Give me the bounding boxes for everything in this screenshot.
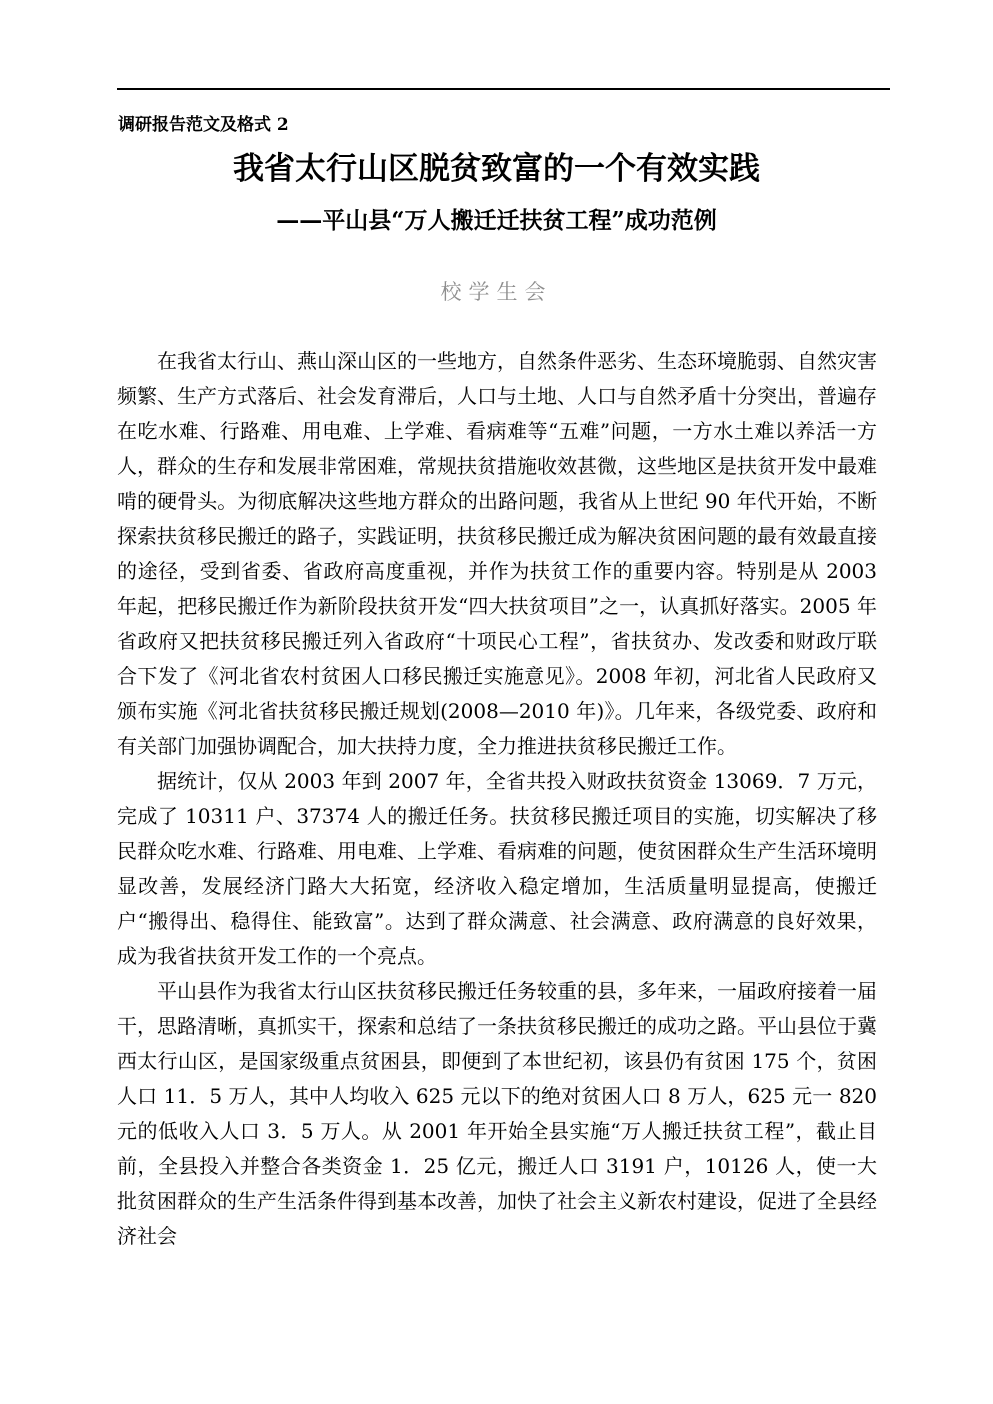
- paragraph-1: 在我省太行山、燕山深山区的一些地方，自然条件恶劣、生态环境脆弱、自然灾害频繁、生产方式落后、社会发育滞后，人口与土地、人口与自然矛盾十分突出，普遍存在吃水难、行路难、用电难、上学难、看病难等“五难”问题，一方水土难以养活一方人，群众的生存和发展非常困难，常规扶贫措施收效甚微，这些地区是扶贫开发中最难啃的硬骨头。为彻底解决这些地方群众的出路问题，我省从上世纪 90 年代开始，不断探索扶贫移民搬迁的路子，实践证明，扶贫移民搬迁成为解决贫困问题的最有效最直接的途径，受到省委、省政府高度重视，并作为扶贫工作的重要内容。特别是从 2003 年起，把移民搬迁作为新阶段扶贫开发“四大扶贫项目”之一，认真抓好落实。2005 年省政府又把扶贫移民搬迁列入省政府“十项民心工程”，省扶贫办、发改委和财政厅联合下发了《河北省农村贫困人口移民搬迁实施意见》。2008 年初，河北省人民政府又颁布实施《河北省扶贫移民搬迁规划(2008—2010 年)》。几年来，各级党委、政府和有关部门加强协调配合，加大扶持力度，全力推进扶贫移民搬迁工作。: [117, 349, 877, 758]
- header-rule: [117, 88, 890, 90]
- document-body: [117, 344, 877, 1254]
- document-byline: 校学生会: [440, 280, 553, 304]
- document-series-label: 调研报告范文及格式 2: [118, 115, 289, 135]
- document-title: 我省太行山区脱贫致富的一个有效实践: [233, 151, 760, 187]
- document-subtitle: ——平山县“万人搬迁迁扶贫工程”成功范例: [276, 207, 717, 234]
- paragraph-3: 平山县作为我省太行山区扶贫移民搬迁任务较重的县，多年来，一届政府接着一届干，思路清晰，真抓实干，探索和总结了一条扶贫移民搬迁的成功之路。平山县位于冀西太行山区，是国家级重点贫困县，即便到了本世纪初，该县仍有贫困 175 个，贫困人口 11．5 万人，其中人均收入 625 元以下的绝对贫困人口 8 万人，625 元一 820 元的低收入人口 3．5 万人。从 2001 年开始全县实施“万人搬迁扶贫工程”，截止目前，全县投入并整合各类资金 1．25 亿元，搬迁人口 3191 户，10126 人，使一大批贫困群众的生产生活条件得到基本改善，加快了社会主义新农村建设，促进了全县经济社会: [117, 979, 877, 1248]
- paragraph-2: 据统计，仅从 2003 年到 2007 年，全省共投入财政扶贫资金 13069．7 万元，完成了 10311 户、37374 人的搬迁任务。扶贫移民搬迁项目的实施，切实解决了移民群众吃水难、行路难、用电难、上学难、看病难的问题，使贫困群众生产生活环境明显改善，发展经济门路大大拓宽，经济收入稳定增加，生活质量明显提高，使搬迁户“搬得出、稳得住、能致富”。达到了群众满意、社会满意、政府满意的良好效果，成为我省扶贫开发工作的一个亮点。: [117, 769, 877, 968]
